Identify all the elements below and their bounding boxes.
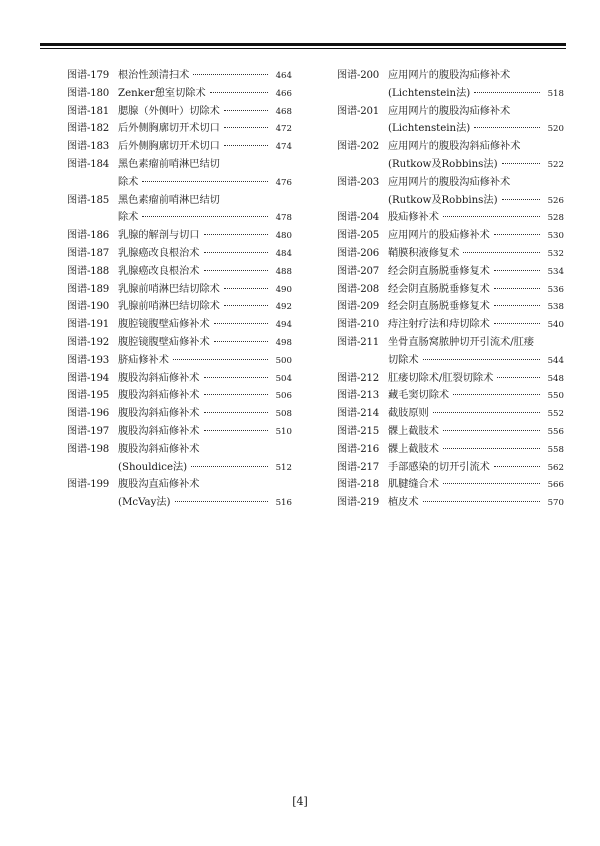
toc-entry-code: 图谱-201	[337, 105, 380, 117]
toc-entry	[67, 192, 292, 210]
toc-entry-page: 534	[547, 266, 564, 277]
toc-entry-title: 脐疝修补术	[118, 354, 169, 366]
dot-leader	[142, 216, 268, 217]
dot-leader	[214, 341, 268, 342]
header-rule-thick	[40, 43, 566, 46]
toc-entry-continuation	[67, 494, 292, 512]
dot-leader	[453, 394, 540, 395]
toc-entry	[337, 245, 564, 263]
toc-entry	[337, 441, 564, 459]
toc-entry-page: 478	[275, 213, 292, 224]
toc-entry-page: 530	[547, 231, 564, 242]
dot-leader	[214, 323, 268, 324]
toc-entry-title: 股疝修补术	[388, 212, 439, 224]
toc-column-left	[67, 67, 292, 512]
toc-entry-title-cont: (McVay法)	[118, 497, 171, 509]
toc-entry-code: 图谱-189	[67, 283, 110, 295]
toc-entry-code: 图谱-219	[337, 497, 380, 509]
toc-entry	[337, 298, 564, 316]
toc-entry-continuation	[67, 209, 292, 227]
toc-entry	[337, 103, 564, 121]
toc-entry	[337, 423, 564, 441]
toc-entry-code: 图谱-197	[67, 425, 110, 437]
toc-entry-code: 图谱-181	[67, 105, 110, 117]
toc-entry-code: 图谱-193	[67, 354, 110, 366]
toc-entry-title: 乳腺的解剖与切口	[118, 230, 200, 242]
toc-entry-continuation	[337, 156, 564, 174]
toc-entry-code: 图谱-206	[337, 247, 380, 259]
toc-entry-title-cont: (Lichtenstein法)	[388, 123, 471, 135]
toc-entry-title: 藏毛窦切除术	[388, 390, 450, 402]
dot-leader	[224, 110, 268, 111]
toc-entry	[67, 103, 292, 121]
toc-entry-page: 528	[547, 213, 564, 224]
toc-entry-title: 根治性颈清扫术	[118, 70, 190, 81]
toc-entry-page: 532	[547, 248, 564, 259]
toc-entry-title: 肛瘘切除术/肛裂切除术	[388, 372, 494, 384]
toc-entry-page: 484	[275, 248, 292, 259]
toc-entry-title: 腹股沟直疝修补术	[118, 479, 200, 491]
toc-entry	[337, 281, 564, 299]
toc-entry-code: 图谱-191	[67, 319, 110, 331]
toc-entry	[67, 441, 292, 459]
toc-entry	[67, 298, 292, 316]
toc-entry-page: 466	[275, 88, 292, 99]
toc-entry	[67, 370, 292, 388]
toc-entry-code: 图谱-182	[67, 123, 110, 135]
toc-entry	[67, 263, 292, 281]
dot-leader	[443, 483, 540, 484]
toc-entry	[337, 334, 564, 352]
dot-leader	[494, 288, 540, 289]
toc-entry-page: 476	[275, 177, 292, 188]
dot-leader	[204, 394, 269, 395]
toc-entry-code: 图谱-199	[67, 479, 110, 491]
toc-entry-title: 腮腺（外侧叶）切除术	[118, 105, 220, 117]
dot-leader	[502, 199, 540, 200]
toc-entry-page: 566	[547, 480, 564, 491]
dot-leader	[204, 252, 269, 253]
toc-entry-code: 图谱-192	[67, 336, 110, 348]
toc-entry-title: 经会阴直肠脱垂修复术	[388, 265, 490, 277]
toc-entry-title-cont: 切除术	[388, 354, 419, 366]
dot-leader	[474, 92, 540, 93]
toc-entry-page: 490	[275, 284, 292, 295]
toc-entry	[337, 459, 564, 477]
dot-leader	[502, 163, 540, 164]
dot-leader	[210, 92, 268, 93]
toc-entry-page: 474	[275, 142, 292, 153]
toc-entry-continuation	[337, 352, 564, 370]
toc-entry-page: 520	[547, 124, 564, 135]
toc-entry-code: 图谱-183	[67, 141, 110, 153]
toc-entry-title: 腹股沟斜疝修补术	[118, 372, 200, 384]
dot-leader	[494, 305, 540, 306]
toc-entry-code: 图谱-190	[67, 301, 110, 313]
toc-entry-page: 562	[547, 462, 564, 473]
toc-entry-title-cont: 除术	[118, 176, 139, 188]
toc-entry-title: 乳腺前哨淋巴结切除术	[118, 301, 220, 313]
toc-entry-code: 图谱-187	[67, 247, 110, 259]
toc-entry	[337, 316, 564, 334]
toc-entry-page: 516	[275, 498, 292, 509]
toc-entry-page: 570	[547, 498, 564, 509]
toc-entry-page: 472	[275, 124, 292, 135]
toc-entry	[337, 227, 564, 245]
toc-entry-title: 截肢原则	[388, 408, 429, 420]
toc-entry-page: 500	[275, 355, 292, 366]
toc-entry-code: 图谱-207	[337, 265, 380, 277]
toc-entry-code: 图谱-195	[67, 390, 110, 402]
dot-leader	[497, 377, 540, 378]
dot-leader	[204, 377, 269, 378]
toc-entry-continuation	[67, 174, 292, 192]
toc-entry-code: 图谱-218	[337, 479, 380, 491]
toc-entry-title: 经会阴直肠脱垂修复术	[388, 301, 490, 313]
toc-entry-title: 应用网片的股疝修补术	[388, 230, 490, 242]
toc-entry-title-cont: (Shouldice法)	[118, 461, 188, 473]
toc-entry	[67, 156, 292, 174]
dot-leader	[224, 288, 268, 289]
toc-entry	[67, 334, 292, 352]
toc-entry-page: 492	[275, 302, 292, 313]
dot-leader	[224, 145, 268, 146]
toc-entry	[67, 138, 292, 156]
toc-entry-title: 髁上截肢术	[388, 425, 439, 437]
toc-entry-title: 应用网片的腹股沟疝修补术	[388, 70, 511, 81]
toc-entry-page: 536	[547, 284, 564, 295]
toc-entry-page: 494	[275, 320, 292, 331]
dot-leader	[494, 234, 540, 235]
toc-entry-title: 乳腺癌改良根治术	[118, 247, 200, 259]
toc-entry-code: 图谱-214	[337, 408, 380, 420]
toc-entry-code: 图谱-188	[67, 265, 110, 277]
dot-leader	[494, 466, 540, 467]
dot-leader	[463, 252, 540, 253]
dot-leader	[474, 127, 540, 128]
toc-entry-page: 518	[547, 88, 564, 99]
toc-entry-title-cont: (Lichtenstein法)	[388, 87, 471, 99]
toc-entry-code: 图谱-215	[337, 425, 380, 437]
dot-leader	[193, 74, 268, 75]
dot-leader	[191, 466, 268, 467]
toc-entry-continuation	[67, 459, 292, 477]
toc-entry-page: 480	[275, 231, 292, 242]
toc-entry-page: 506	[275, 391, 292, 402]
toc-entry-code: 图谱-205	[337, 230, 380, 242]
toc-entry-title: 黑色素瘤前哨淋巴结切	[118, 194, 220, 206]
toc-entry-code: 图谱-217	[337, 461, 380, 473]
toc-entry-title: 后外侧胸廓切开术切口	[118, 123, 220, 135]
toc-entry-title-cont: (Rutkow及Robbins法)	[388, 158, 498, 170]
toc-entry-code: 图谱-210	[337, 319, 380, 331]
toc-entry-title: 黑色素瘤前哨淋巴结切	[118, 158, 220, 170]
toc-entry	[67, 316, 292, 334]
toc-entry-title: 应用网片的腹股沟斜疝修补术	[388, 141, 521, 153]
toc-entry	[67, 476, 292, 494]
toc-entry-code: 图谱-196	[67, 408, 110, 420]
toc-entry-page: 538	[547, 302, 564, 313]
toc-entry-page: 510	[275, 426, 292, 437]
toc-entry	[337, 67, 564, 85]
toc-entry-page: 468	[275, 106, 292, 117]
toc-entry	[337, 370, 564, 388]
toc-entry-page: 556	[547, 426, 564, 437]
toc-entry-title: 应用网片的腹股沟疝修补术	[388, 176, 511, 188]
toc-entry-code: 图谱-200	[337, 70, 380, 81]
toc-entry-code: 图谱-209	[337, 301, 380, 313]
toc-entry-code: 图谱-186	[67, 230, 110, 242]
dot-leader	[175, 501, 268, 502]
toc-entry-title: 腹股沟斜疝修补术	[118, 390, 200, 402]
dot-leader	[494, 323, 540, 324]
toc-entry-code: 图谱-179	[67, 70, 110, 81]
toc-entry	[337, 476, 564, 494]
dot-leader	[443, 216, 540, 217]
toc-entry-title: 腹股沟斜疝修补术	[118, 443, 200, 455]
toc-entry-code: 图谱-180	[67, 87, 110, 99]
toc-entry-page: 552	[547, 409, 564, 420]
toc-entry-code: 图谱-213	[337, 390, 380, 402]
toc-entry-code: 图谱-204	[337, 212, 380, 224]
toc-entry-page: 498	[275, 337, 292, 348]
toc-entry-title: 植皮术	[388, 497, 419, 509]
toc-entry-continuation	[337, 192, 564, 210]
toc-entry-page: 512	[275, 462, 292, 473]
toc-entry-title: 乳腺前哨淋巴结切除术	[118, 283, 220, 295]
toc-entry-title: 腹腔镜腹壁疝修补术	[118, 336, 210, 348]
dot-leader	[494, 270, 540, 271]
dot-leader	[142, 181, 268, 182]
toc-entry-code: 图谱-185	[67, 194, 110, 206]
toc-entry-title: 腹股沟斜疝修补术	[118, 425, 200, 437]
page-number: [4]	[292, 795, 308, 808]
toc-entry-code: 图谱-208	[337, 283, 380, 295]
toc-entry-title: 应用网片的腹股沟疝修补术	[388, 105, 511, 117]
toc-entry	[67, 120, 292, 138]
toc-column-right	[337, 67, 564, 512]
toc-entry-title: 腹股沟斜疝修补术	[118, 408, 200, 420]
dot-leader	[204, 430, 269, 431]
toc-entry	[67, 281, 292, 299]
toc-entry-continuation	[337, 120, 564, 138]
dot-leader	[224, 305, 268, 306]
toc-entry	[337, 138, 564, 156]
toc-entry	[337, 494, 564, 512]
toc-entry	[337, 209, 564, 227]
toc-entry-page: 508	[275, 409, 292, 420]
toc-entry-code: 图谱-216	[337, 443, 380, 455]
toc-entry-page: 544	[547, 355, 564, 366]
toc-entry	[67, 67, 292, 85]
toc-entry-title: 腹腔镜腹壁疝修补术	[118, 319, 210, 331]
dot-leader	[423, 359, 540, 360]
header-rule-thin	[40, 48, 566, 49]
toc-entry-code: 图谱-202	[337, 141, 380, 153]
toc-entry-title: 后外侧胸廓切开术切口	[118, 141, 220, 153]
toc-entry-continuation	[337, 85, 564, 103]
dot-leader	[173, 359, 268, 360]
toc-entry-title: 髁上截肢术	[388, 443, 439, 455]
toc-entry-code: 图谱-212	[337, 372, 380, 384]
toc-entry-title-cont: 除术	[118, 212, 139, 224]
toc-entry	[67, 423, 292, 441]
dot-leader	[204, 412, 269, 413]
dot-leader	[423, 501, 540, 502]
toc-entry	[67, 85, 292, 103]
toc-entry-page: 526	[547, 195, 564, 206]
toc-entry-code: 图谱-211	[337, 336, 380, 348]
toc-entry	[67, 245, 292, 263]
toc-entry-title: 乳腺癌改良根治术	[118, 265, 200, 277]
toc-entry-title: 手部感染的切开引流术	[388, 461, 490, 473]
dot-leader	[204, 234, 269, 235]
toc-entry	[67, 405, 292, 423]
toc-entry	[67, 387, 292, 405]
toc-entry-code: 图谱-184	[67, 158, 110, 170]
dot-leader	[443, 448, 540, 449]
toc-entry-page: 548	[547, 373, 564, 384]
toc-entry-code: 图谱-194	[67, 372, 110, 384]
toc-entry	[67, 227, 292, 245]
toc-entry-page: 558	[547, 444, 564, 455]
toc-entry	[337, 263, 564, 281]
toc-entry-title: 鞘膜积液修复术	[388, 247, 460, 259]
dot-leader	[204, 270, 269, 271]
toc-entry-page: 522	[547, 159, 564, 170]
toc-entry-title: 坐骨直肠窝脓肿切开引流术/肛瘘	[388, 336, 535, 348]
toc-entry	[337, 387, 564, 405]
dot-leader	[433, 412, 540, 413]
dot-leader	[443, 430, 540, 431]
toc-entry-title: 肌腱缝合术	[388, 479, 439, 491]
dot-leader	[224, 127, 268, 128]
toc-entry-page: 550	[547, 391, 564, 402]
toc-entry-title: 经会阴直肠脱垂修复术	[388, 283, 490, 295]
toc-entry-page: 488	[275, 266, 292, 277]
toc-entry	[337, 174, 564, 192]
toc-entry-page: 540	[547, 320, 564, 331]
toc-entry-page: 464	[275, 71, 292, 81]
toc-entry	[67, 352, 292, 370]
toc-entry-title: Zenker憩室切除术	[118, 87, 206, 99]
toc-entry-title-cont: (Rutkow及Robbins法)	[388, 194, 498, 206]
toc-entry-code: 图谱-203	[337, 176, 380, 188]
toc-entry-code: 图谱-198	[67, 443, 110, 455]
toc-entry-page: 504	[275, 373, 292, 384]
toc-entry-title: 痔注射疗法和痔切除术	[388, 319, 490, 331]
toc-entry	[337, 405, 564, 423]
